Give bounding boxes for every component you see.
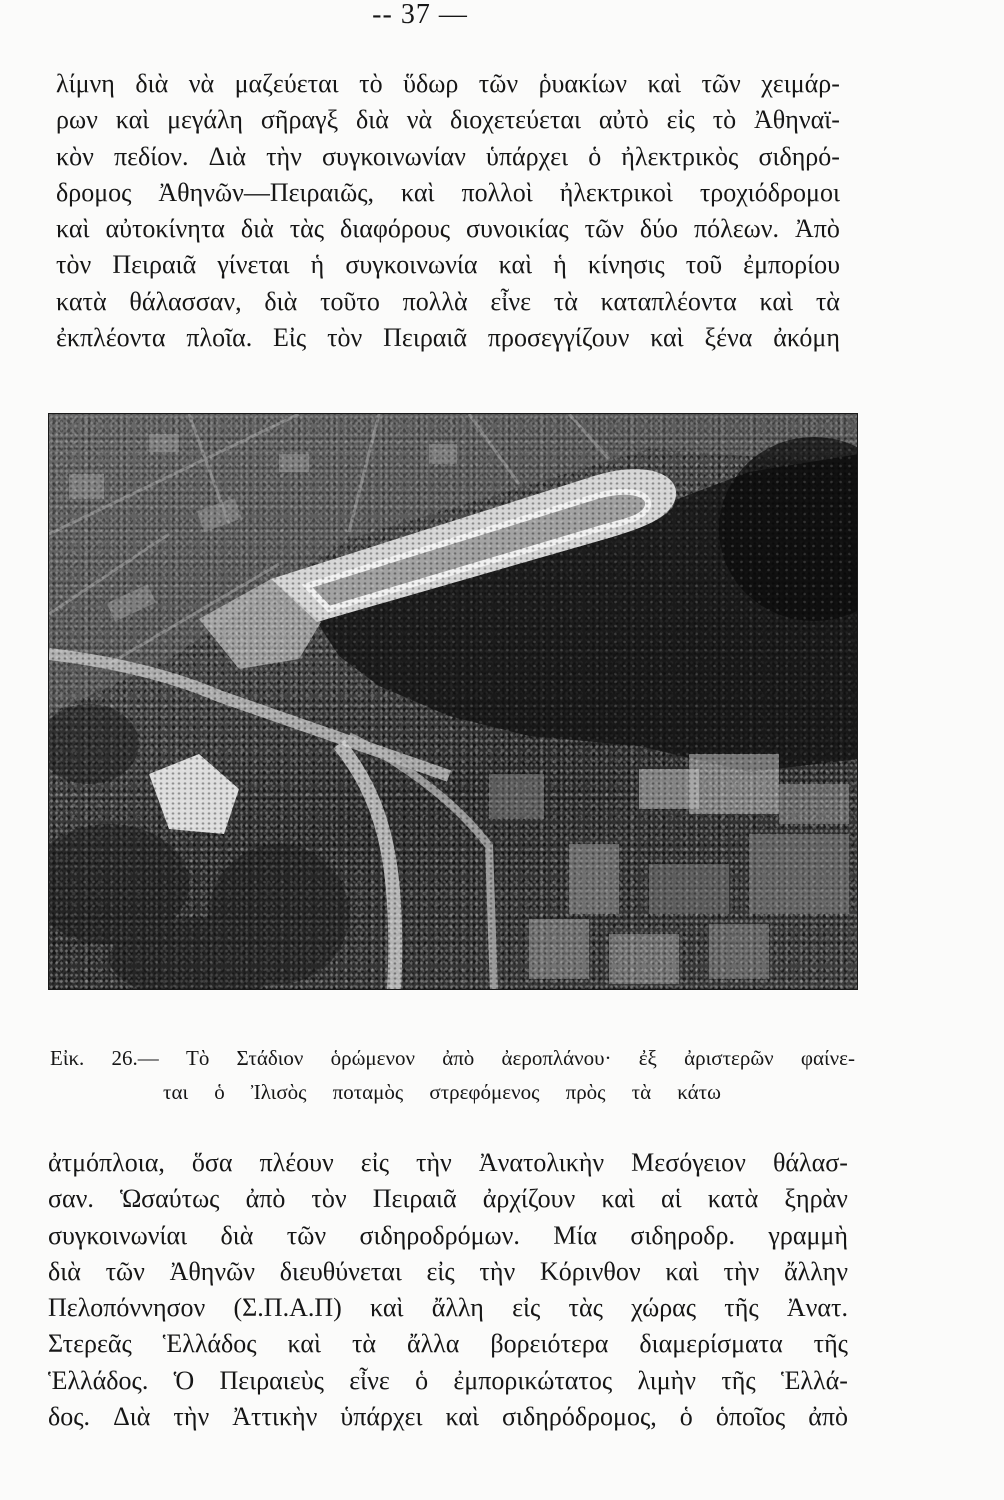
word: Τὸ	[186, 1046, 210, 1070]
word: καὶ	[601, 1184, 635, 1214]
figure-caption-line-1	[50, 1043, 855, 1073]
word: τῶν	[286, 1220, 327, 1250]
figure-caption-line-2	[163, 1077, 721, 1107]
word: καὶ	[370, 1293, 404, 1323]
word: καὶ	[445, 1402, 479, 1432]
word: διευθύνεται	[279, 1256, 402, 1286]
word: ἠλεκτρικὸς	[621, 141, 739, 171]
word: Διὰ	[113, 1402, 151, 1432]
word: ρων	[56, 105, 98, 135]
word: ἐξ	[638, 1046, 657, 1070]
word: τὸν	[56, 250, 92, 280]
word: διὰ	[48, 1256, 81, 1286]
word: Μία	[553, 1220, 598, 1250]
word: σιδηρό-	[758, 141, 840, 171]
stadium-aerial-drawing	[49, 414, 858, 990]
word: τὰ	[815, 286, 840, 316]
word: ὁ	[214, 1080, 225, 1104]
word: διὰ	[135, 69, 169, 98]
figure-caption-line-2-wrap	[163, 1077, 721, 1107]
word: καὶ	[287, 1329, 322, 1359]
word: εἶνε	[349, 1365, 390, 1395]
word: καὶ	[647, 69, 681, 98]
word: τοῦ	[685, 250, 723, 280]
word: Πελοπόννησον	[48, 1293, 206, 1323]
stadium-aerial-photo	[48, 413, 858, 990]
word: διὰ	[220, 1220, 254, 1250]
paragraph-2-line-8	[48, 1399, 848, 1435]
paragraph-2-line-6	[48, 1326, 848, 1362]
word: εἰς	[666, 105, 695, 135]
paragraph-1	[56, 66, 840, 356]
word: πρὸς	[565, 1080, 606, 1104]
paragraph-1-line-8	[56, 320, 840, 356]
word: ἀκόμη	[773, 323, 840, 353]
word: τὴν	[479, 1256, 516, 1286]
word: ὅσα	[191, 1148, 233, 1177]
word: κὸν	[56, 141, 94, 171]
word: σῆραγξ	[260, 105, 339, 135]
paragraph-1-line-7	[56, 284, 840, 320]
word: ῥυακίων	[538, 69, 627, 98]
word: ἄλλα	[406, 1329, 460, 1359]
word: τὸν	[327, 323, 363, 353]
word: τῆς	[813, 1329, 848, 1359]
word: σιδηρόδρομος,	[501, 1402, 657, 1432]
word: τῶν	[478, 69, 519, 98]
word: τὰς	[289, 214, 325, 244]
word: κατὰ	[56, 286, 107, 316]
word: τὰς	[568, 1293, 603, 1323]
word: τὴν	[723, 1256, 760, 1286]
word: τὸ	[712, 105, 737, 135]
word: θάλασ-	[772, 1148, 848, 1177]
word: εἰς	[360, 1148, 390, 1177]
word: πόλεων.	[693, 214, 780, 244]
word: σιδηροδρ.	[630, 1220, 735, 1250]
word: προσεγγίζουν	[487, 323, 630, 353]
word: καὶ	[759, 286, 794, 316]
word: διοχετεύεται	[450, 105, 581, 135]
word: ξηρὰν	[784, 1184, 848, 1214]
word: κίνησις	[587, 250, 665, 280]
word: τὸν	[311, 1184, 347, 1214]
word: πλοῖα.	[186, 323, 253, 353]
word: καὶ	[401, 177, 435, 207]
word: ὑπάρχει	[486, 141, 569, 171]
word: συγκοινωνία	[345, 250, 478, 280]
word: δρομος	[56, 177, 132, 207]
word: διαφόρους	[340, 214, 451, 244]
word: ἀπὸ	[245, 1184, 286, 1214]
word: Ἑλλάδος.	[48, 1365, 149, 1395]
word: θάλασσαν,	[129, 286, 242, 316]
word: τὸ	[359, 69, 383, 98]
word: Ὁ	[173, 1365, 195, 1395]
word: λιμὴν	[637, 1365, 697, 1395]
word: ἀρχίζουν	[482, 1184, 576, 1214]
word: πολλοὶ	[461, 177, 533, 207]
paragraph-1-line-1	[56, 66, 840, 102]
word: τῆς	[724, 1293, 759, 1323]
word: τὴν	[416, 1148, 452, 1177]
word: στρεφόμενος	[429, 1080, 540, 1104]
word: φαίνε-	[800, 1046, 855, 1070]
word: ὁποῖος	[715, 1402, 786, 1432]
word: κάτω	[677, 1080, 721, 1104]
word: Μεσόγειον	[631, 1148, 746, 1177]
word: διαμερίσματα	[639, 1329, 783, 1359]
word: συγκοινωνίαν	[322, 141, 466, 171]
paragraph-2-line-7	[48, 1363, 848, 1399]
word: ἀτμόπλοια,	[48, 1148, 165, 1177]
paragraph-2-line-3	[48, 1218, 848, 1254]
word: ται	[163, 1080, 189, 1104]
word: καὶ	[665, 1256, 699, 1286]
word: Ἀνατολικὴν	[478, 1148, 605, 1177]
word: Ἀθηνῶν	[169, 1256, 256, 1286]
word: Ἀπὸ	[794, 214, 840, 244]
word: (Σ.Π.Α.Π)	[233, 1293, 342, 1323]
word: Πειραιεὺς	[219, 1365, 324, 1395]
paragraph-2	[48, 1145, 848, 1435]
paragraph-1-line-5	[56, 211, 840, 247]
word: διὰ	[240, 214, 274, 244]
word: Πειραιᾶ	[112, 250, 197, 280]
paragraph-2-line-5	[48, 1290, 848, 1326]
word: ὕδωρ	[403, 69, 459, 98]
word: γραμμὴ	[768, 1220, 848, 1250]
word: τὰ	[631, 1080, 652, 1104]
word: Ἀθηνῶν—Πειραιῶς,	[158, 177, 375, 207]
word: ἀριστερῶν	[684, 1046, 774, 1070]
word: ἄλλην	[784, 1256, 848, 1286]
paragraph-1-line-4	[56, 175, 840, 211]
paragraph-1-line-2	[56, 102, 840, 138]
word: δύο	[639, 214, 679, 244]
word: αὐτὸ	[598, 105, 649, 135]
paragraph-2-line-1	[48, 1145, 848, 1181]
word: Ὡσαύτως	[120, 1184, 220, 1214]
word: Ἀττικὴν	[232, 1402, 318, 1432]
word: Εἰς	[273, 323, 307, 353]
word: Στερεᾶς	[48, 1329, 132, 1359]
word: ὁ	[679, 1402, 693, 1432]
word: μεγάλη	[167, 105, 244, 135]
word: αὐτοκίνητα	[105, 214, 225, 244]
word: Ἑλλά-	[780, 1365, 848, 1395]
figure-caption-line-1-wrap	[50, 1043, 855, 1073]
word: σιδηροδρόμων.	[359, 1220, 520, 1250]
word: Κόρινθον	[539, 1256, 641, 1286]
word: πλέουν	[259, 1148, 334, 1177]
word: καὶ	[498, 250, 533, 280]
word: ἐκπλέοντα	[56, 323, 166, 353]
word: τὴν	[266, 141, 302, 171]
word: τὰ	[351, 1329, 377, 1359]
word: ἡ	[553, 250, 567, 280]
word: ἀεροπλάνου·	[501, 1046, 612, 1070]
word: ὁ	[588, 141, 602, 171]
word: πολλὰ	[402, 286, 468, 316]
word: τὴν	[173, 1402, 210, 1432]
word: ἀπὸ	[442, 1046, 475, 1070]
word: ἄλλη	[431, 1293, 484, 1323]
page-number: -- 37 —	[372, 0, 468, 30]
word: ξένα	[704, 323, 753, 353]
word: τοῦτο	[320, 286, 380, 316]
word: ἐμπορικώτατος	[453, 1365, 613, 1395]
paragraph-1-line-6	[56, 247, 840, 283]
word: διὰ	[264, 286, 298, 316]
word: συνοικίας	[466, 214, 569, 244]
word: αἱ	[660, 1184, 682, 1214]
word: τὰ	[553, 286, 578, 316]
word: διὰ	[356, 105, 389, 135]
word: ἐμπορίου	[743, 250, 840, 280]
word: σαν.	[48, 1184, 94, 1214]
word: τῶν	[584, 214, 624, 244]
word: εἰς	[426, 1256, 455, 1286]
word: ἡ	[310, 250, 325, 280]
word: πεδίον.	[113, 141, 189, 171]
word: κατὰ	[707, 1184, 759, 1214]
word: μαζεύεται	[234, 69, 339, 98]
paragraph-1-line-3	[56, 139, 840, 175]
word: Ἀθηναϊ-	[754, 105, 840, 135]
word: Διὰ	[208, 141, 246, 171]
word: Πειραιᾶ	[372, 1184, 457, 1214]
word: καὶ	[56, 214, 90, 244]
word: χειμάρ-	[761, 69, 840, 98]
paragraph-2-line-2	[48, 1181, 848, 1217]
word: ἠλεκτρικοὶ	[559, 177, 673, 207]
word: νὰ	[188, 69, 215, 98]
word: Ἑλλάδος	[162, 1329, 257, 1359]
word: δος.	[48, 1402, 91, 1432]
word: ἀπὸ	[808, 1402, 848, 1432]
word: χώρας	[631, 1293, 697, 1323]
word: εἶνε	[490, 286, 531, 316]
word: Στάδιον	[236, 1046, 304, 1070]
word: τῶν	[105, 1256, 145, 1286]
word: γίνεται	[217, 250, 290, 280]
word: Ἀνατ.	[786, 1293, 848, 1323]
word: τῶν	[701, 69, 741, 98]
word: καὶ	[650, 323, 684, 353]
word: τῆς	[721, 1365, 756, 1395]
word: νὰ	[406, 105, 433, 135]
paragraph-2-line-4	[48, 1254, 848, 1290]
word: τροχιόδρομοι	[699, 177, 840, 207]
word: καταπλέοντα	[600, 286, 737, 316]
word: συγκοινωνίαι	[48, 1220, 188, 1250]
word: 26.—	[111, 1046, 159, 1070]
word: εἰς	[512, 1293, 541, 1323]
word: ὁ	[415, 1365, 429, 1395]
word: ποταμὸς	[332, 1080, 404, 1104]
word: ὑπάρχει	[340, 1402, 423, 1432]
word: Ἰλισὸς	[250, 1080, 307, 1104]
word: Πειραιᾶ	[383, 323, 468, 353]
word: ὁρώμενον	[330, 1046, 415, 1070]
word: καὶ	[115, 105, 150, 135]
word: βορειότερα	[490, 1329, 609, 1359]
word: λίμνη	[56, 69, 115, 98]
word: Εἰκ.	[50, 1046, 85, 1070]
